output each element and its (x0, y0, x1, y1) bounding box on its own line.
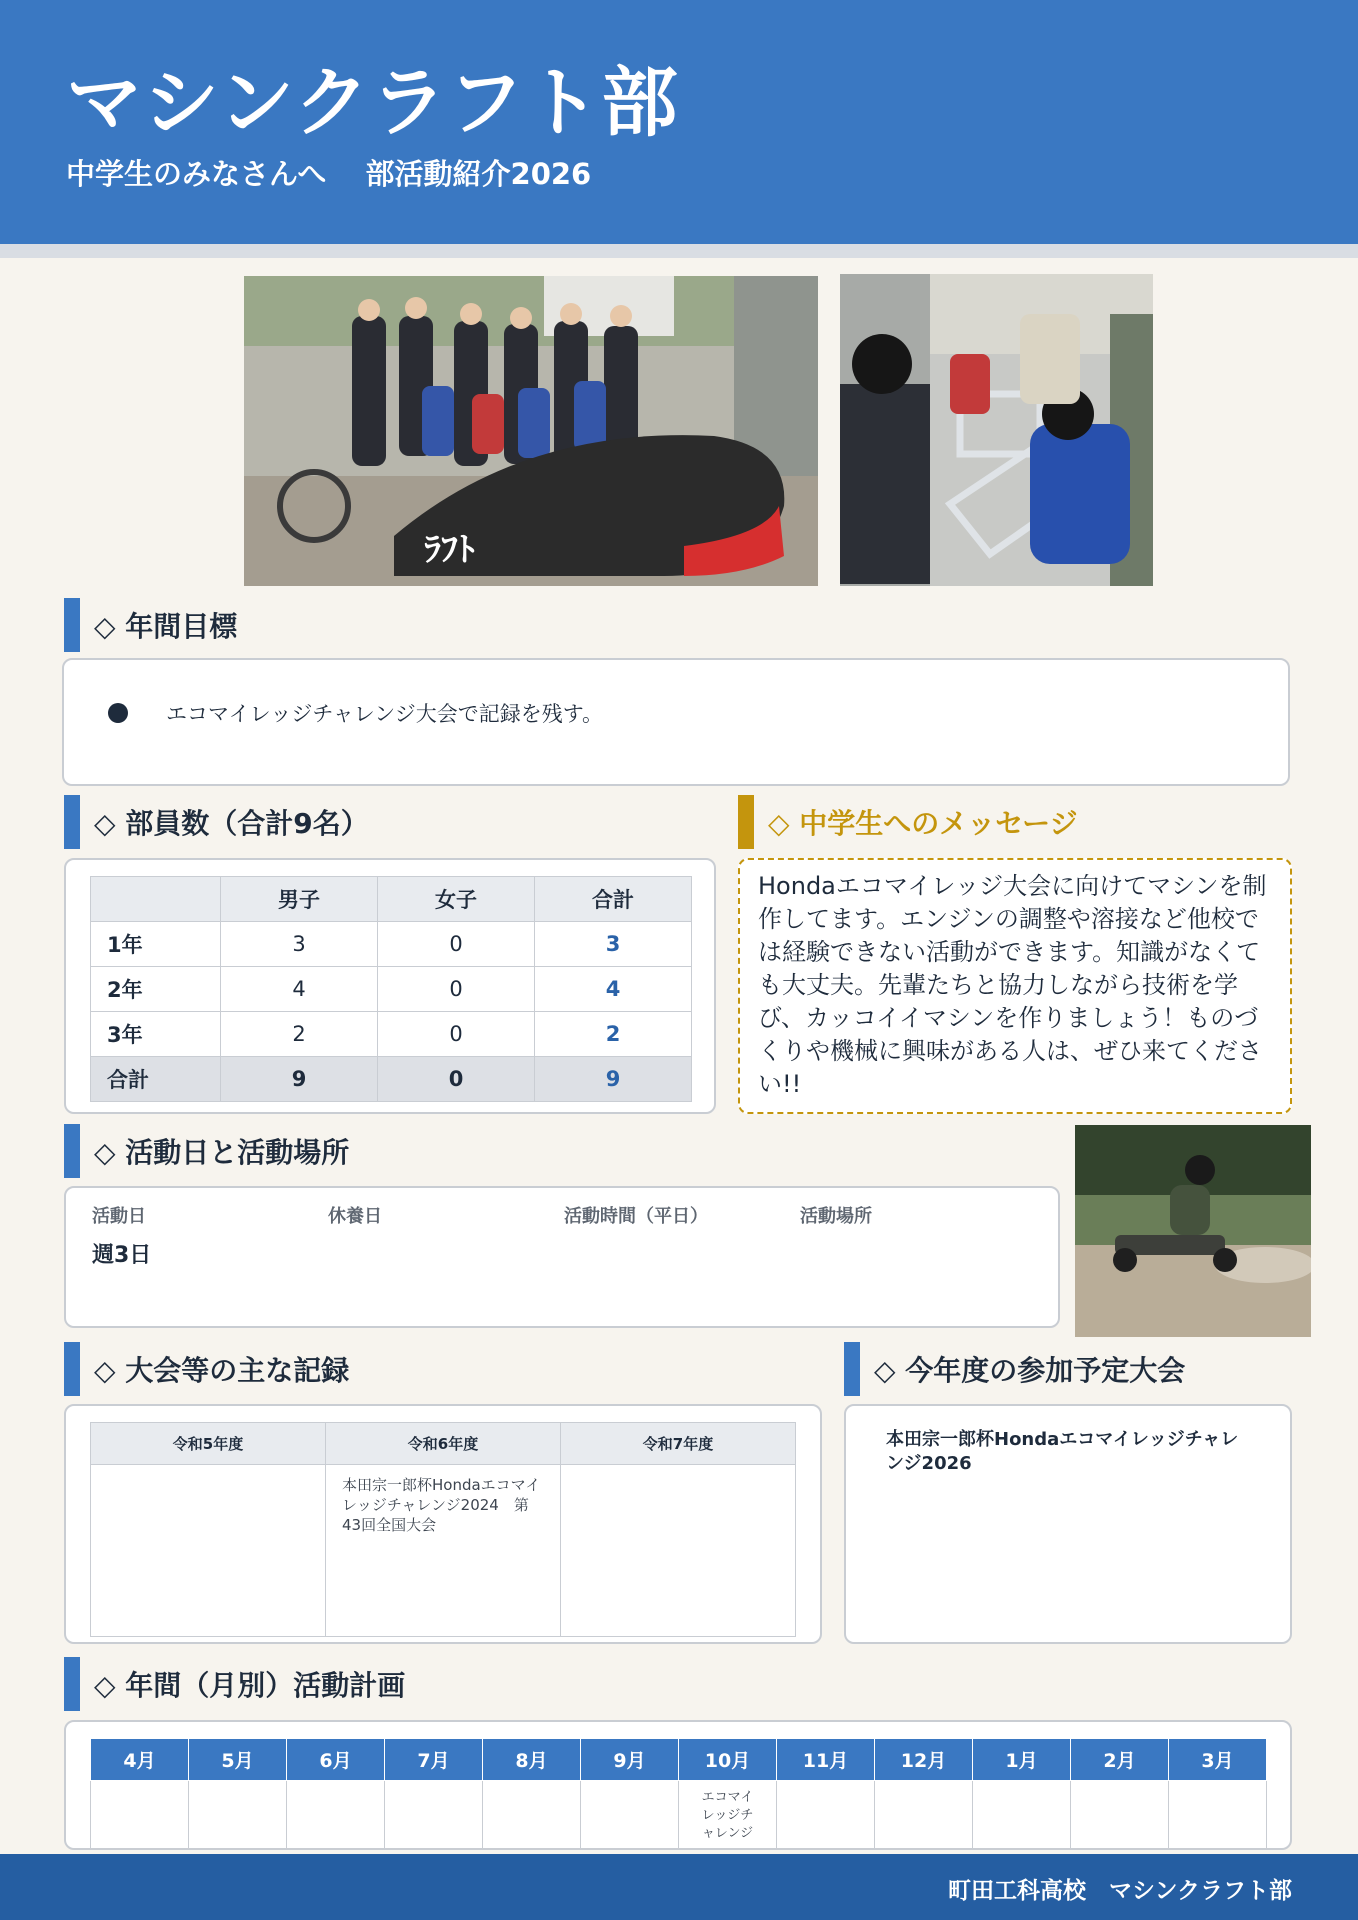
section-marker (64, 1124, 80, 1178)
month-header: 9月 (581, 1739, 679, 1781)
month-cell: エコマイレッジチャレンジ (679, 1781, 777, 1851)
month-header: 4月 (91, 1739, 189, 1781)
bullet-icon (108, 703, 128, 723)
message-section-header (738, 795, 1078, 849)
month-cell (91, 1781, 189, 1851)
table-header-cell: 男子 (221, 877, 378, 922)
table-header-row (91, 877, 692, 922)
row-label: 3年 (91, 1012, 221, 1057)
month-cell (1169, 1781, 1267, 1851)
table-cell (91, 1465, 326, 1637)
members-table (90, 876, 692, 1102)
records-card (64, 1404, 822, 1644)
month-cell (483, 1781, 581, 1851)
table-row (91, 1781, 1267, 1851)
header-divider (0, 244, 1358, 258)
row-label: 合計 (91, 1057, 221, 1102)
monthly-table (90, 1738, 1267, 1850)
month-header: 2月 (1071, 1739, 1169, 1781)
section-marker (844, 1342, 860, 1396)
table-sum-row (91, 1057, 692, 1102)
row-total: 2 (535, 1012, 692, 1057)
table-cell: 0 (378, 967, 535, 1012)
activity-card (64, 1186, 1060, 1328)
records-table (90, 1422, 796, 1637)
planned-section-header (844, 1342, 1185, 1396)
page-title: マシンクラフト部 (66, 58, 679, 147)
team-photo (244, 276, 818, 586)
records-section-title: ◇ 大会等の主な記録 (94, 1354, 350, 1387)
footer-bar (0, 1854, 1358, 1920)
row-total: 3 (535, 922, 692, 967)
planned-card (844, 1404, 1292, 1644)
planned-section-title: ◇ 今年度の参加予定大会 (874, 1354, 1186, 1387)
activity-place-label: 活動場所 (800, 1206, 872, 1227)
section-marker (64, 1342, 80, 1396)
activity-day-label: 活動日 (92, 1206, 146, 1227)
table-row (91, 1465, 796, 1637)
table-header-cell: 令和7年度 (561, 1423, 796, 1465)
month-cell (777, 1781, 875, 1851)
row-label: 2年 (91, 967, 221, 1012)
goal-section-title: ◇ 年間目標 (94, 610, 238, 643)
table-header-cell (91, 877, 221, 922)
members-section-header (64, 795, 369, 849)
goal-text: エコマイレッジチャレンジ大会で記録を残す。 (166, 702, 604, 726)
activity-time-label: 活動時間（平日） (564, 1206, 708, 1227)
section-marker (64, 795, 80, 849)
table-row (91, 1012, 692, 1057)
section-marker (64, 598, 80, 652)
month-header: 12月 (875, 1739, 973, 1781)
table-cell: 0 (378, 922, 535, 967)
kart-photo (1075, 1125, 1311, 1337)
month-cell (973, 1781, 1071, 1851)
section-marker (64, 1657, 80, 1711)
table-header-cell: 女子 (378, 877, 535, 922)
month-cell (385, 1781, 483, 1851)
table-row (91, 922, 692, 967)
activity-section-header (64, 1124, 349, 1178)
page-subtitle: 中学生のみなさんへ 部活動紹介2026 (66, 157, 592, 191)
table-cell: 4 (221, 967, 378, 1012)
month-header: 5月 (189, 1739, 287, 1781)
header-banner (0, 0, 1358, 244)
month-cell (189, 1781, 287, 1851)
goal-item (108, 698, 603, 728)
row-label: 1年 (91, 922, 221, 967)
row-total: 9 (535, 1057, 692, 1102)
message-section-title: ◇ 中学生へのメッセージ (768, 807, 1078, 840)
month-cell (287, 1781, 385, 1851)
month-header: 7月 (385, 1739, 483, 1781)
month-header: 11月 (777, 1739, 875, 1781)
message-box: Hondaエコマイレッジ大会に向けてマシンを制作してます。エンジンの調整や溶接など他校では経験できない活動ができます。知識がなくても大丈夫。先輩たちと協力しながら技術を学び、カッコイイマシンを作りましょう！ものづくりや機械に興味がある人は、ぜひ来てください!! (738, 858, 1292, 1114)
goal-section-header (64, 598, 237, 652)
table-cell (561, 1465, 796, 1637)
table-cell: 3 (221, 922, 378, 967)
month-header: 10月 (679, 1739, 777, 1781)
members-section-title: ◇ 部員数（合計9名） (94, 807, 369, 840)
records-section-header (64, 1342, 349, 1396)
activity-section-title: ◇ 活動日と活動場所 (94, 1136, 350, 1169)
members-card (64, 858, 716, 1114)
month-cell (581, 1781, 679, 1851)
activity-day-value: 週3日 (92, 1243, 152, 1268)
planned-competition: 本田宗一郎杯Hondaエコマイレッジチャレンジ2026 (886, 1429, 1239, 1474)
table-header-row (91, 1739, 1267, 1781)
monthly-section-header (64, 1657, 405, 1711)
month-header: 1月 (973, 1739, 1071, 1781)
table-row (91, 967, 692, 1012)
svg-text:ﾗﾌﾄ: ﾗﾌﾄ (424, 530, 475, 570)
month-header: 6月 (287, 1739, 385, 1781)
rest-day-label: 休養日 (328, 1206, 382, 1227)
table-header-cell: 令和6年度 (326, 1423, 561, 1465)
footer-text: 町田工科高校 マシンクラフト部 (948, 1878, 1292, 1904)
month-header: 8月 (483, 1739, 581, 1781)
section-marker (738, 795, 754, 849)
month-cell (875, 1781, 973, 1851)
table-header-row (91, 1423, 796, 1465)
workshop-photo (840, 274, 1153, 586)
month-header: 3月 (1169, 1739, 1267, 1781)
table-header-cell: 合計 (535, 877, 692, 922)
table-cell: 本田宗一郎杯Hondaエコマイレッジチャレンジ2024 第43回全国大会 (326, 1465, 561, 1637)
monthly-card (64, 1720, 1292, 1850)
row-total: 4 (535, 967, 692, 1012)
monthly-section-title: ◇ 年間（月別）活動計画 (94, 1669, 406, 1702)
table-cell: 9 (221, 1057, 378, 1102)
table-cell: 0 (378, 1057, 535, 1102)
table-cell: 0 (378, 1012, 535, 1057)
month-cell (1071, 1781, 1169, 1851)
table-header-cell: 令和5年度 (91, 1423, 326, 1465)
table-cell: 2 (221, 1012, 378, 1057)
goal-card (62, 658, 1290, 786)
